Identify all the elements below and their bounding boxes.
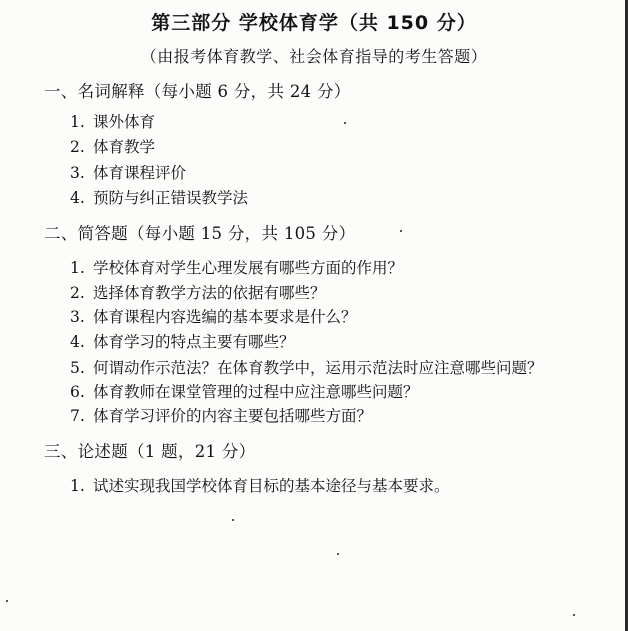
item-text: 体育学习评价的内容主要包括哪些方面？ [92, 407, 372, 425]
list-item [70, 356, 542, 378]
item-number: 7. [70, 407, 85, 425]
item-text: 体育课程内容选编的基本要求是什么？ [92, 308, 357, 326]
list-item [70, 135, 155, 157]
list-item [70, 380, 418, 402]
scan-speck [232, 519, 234, 521]
item-number: 1. [70, 259, 85, 277]
section-heading-essay: 三、论述题（1 题，21 分） [44, 442, 256, 461]
section-heading-definitions: 一、名词解释（每小题 6 分，共 24 分） [44, 82, 351, 101]
item-text: 选择体育教学方法的依据有哪些？ [92, 284, 326, 302]
item-number: 1. [70, 113, 85, 131]
item-number: 5. [70, 359, 85, 377]
item-text: 体育学习的特点主要有哪些？ [92, 333, 295, 351]
item-number: 2. [70, 284, 85, 302]
list-item [70, 256, 403, 278]
scan-speck [573, 614, 575, 616]
section-heading-short-answer: 二、简答题（每小题 15 分，共 105 分） [44, 224, 356, 243]
scan-speck [337, 553, 339, 555]
scan-speck [6, 600, 8, 602]
list-item [70, 161, 186, 183]
item-number: 4. [70, 189, 85, 207]
page-subtitle: （由报考体育教学、社会体育指导的考生答题） [140, 47, 488, 66]
list-item [70, 404, 372, 426]
list-item [70, 474, 449, 496]
item-number: 2. [70, 138, 85, 156]
item-number: 4. [70, 333, 85, 351]
list-item [70, 110, 155, 132]
item-text: 预防与纠正错误教学法 [92, 189, 248, 207]
item-number: 6. [70, 383, 85, 401]
item-text: 何谓动作示范法？在体育教学中，运用示范法时应注意哪些问题？ [92, 359, 543, 377]
scan-speck [400, 230, 402, 232]
item-text: 试述实现我国学校体育目标的基本途径与基本要求。 [92, 477, 450, 495]
item-text: 体育教师在课堂管理的过程中应注意哪些问题？ [92, 383, 419, 401]
item-text: 体育课程评价 [92, 164, 186, 182]
item-text: 课外体育 [92, 113, 155, 131]
item-number: 3. [70, 164, 85, 182]
item-number: 1. [70, 477, 85, 495]
scan-speck [344, 122, 346, 124]
list-item [70, 281, 325, 303]
item-text: 学校体育对学生心理发展有哪些方面的作用？ [92, 259, 403, 277]
item-text: 体育教学 [92, 138, 155, 156]
list-item [70, 330, 294, 352]
page-title: 第三部分 学校体育学（共 150 分） [151, 12, 477, 34]
item-number: 3. [70, 308, 85, 326]
list-item [70, 186, 248, 208]
list-item [70, 305, 356, 327]
